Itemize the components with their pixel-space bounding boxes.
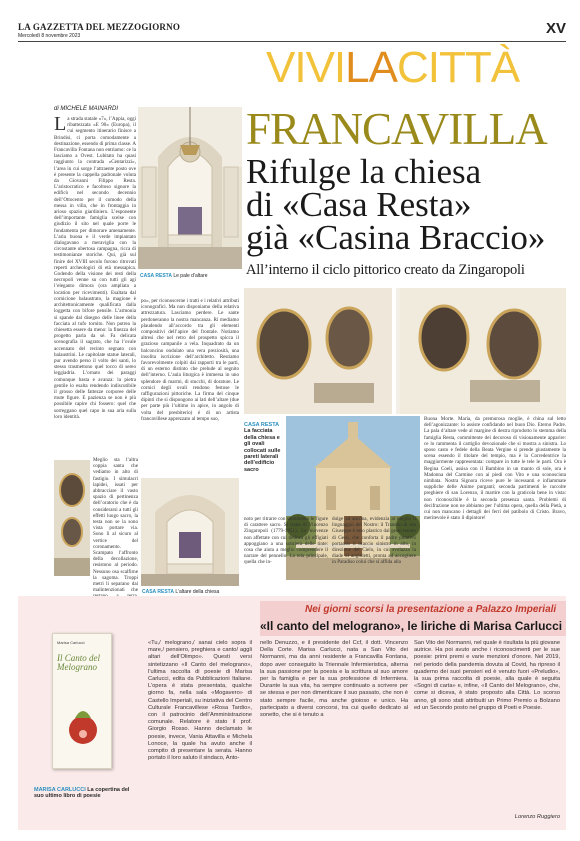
photo-interior	[141, 478, 239, 586]
book-author: Marisa Carlucci	[57, 640, 85, 645]
section-title-part-2: LA	[345, 43, 397, 92]
sidebar-column-3: San Vito dei Normanni, nel quale è risultata la più giovane autrice. Ha poi avuto anche i riconoscimenti per le sue poesie: primi premi e varie menzioni d’onore. Nel 2019, nel periodo della pandemia dovuta al Covid, ha ripreso il quaderno dei suoi pensieri ed è venuto fuori «Preludio», la sua prima raccolta di poesie, alla quale è seguita «Sogni di carta» e, infine, «Il Canto del Melograno», che, come si diceva, è stato proposto alla Città. Lo scorso anno, gli sono stati attribuiti un Primo Premio a Bolzano ed un Secondo posto nel gruppo di Poeti e Poesie.	[414, 640, 560, 711]
book-caption-text: La copertina del suo ultimo libro di poesie	[34, 787, 130, 800]
sidebar-signoff: Lorenzo Ruggiero	[514, 814, 560, 820]
article-subhead: All’interno il ciclo pittorico creato da Zingaropoli	[246, 262, 525, 278]
article-kicker: FRANCAVILLA	[246, 104, 547, 154]
caption-interior	[142, 589, 219, 595]
article-column-1b: Meglio sta l’altra coppia santa che vediamo in alto di fastigio. I simulacri lapidei, issati per abbracciare il vasto spazio di pertinenza dell’oratorio che è da considerarsi a tutti gli effetti luogo sacro, la testa non se la sono vista portare via. Sono lì al sicuro al vertice del coronamento. Scampato l’affronto della decollazione, resistono al periodo. Nessuno osa scalfirne la sagoma. Troppi metri li separano dai malintenzionati che	[93, 457, 138, 594]
section-title-part-3: CITTÀ	[396, 43, 520, 92]
article-column-2: po», per riconoscerne i tratti e i relativi attributi iconografici. Ma non disponiamo della relativa attrezzatura. Lasciamo perdere. Le sante perdoneranno la nostra mancanza. Ri mediamo plaudendo all’accordo tra gli elementi compositivi dell’apice del frontale. Notiamo altresì che nel retro del prospetto spicca il grazioso campanile a vela. Inquadrato da un balconcino ondulato una vera preziosità, una insolita iscrizione dell’architetto. Restiamo favorevolmente colpiti dai rapporti tra le parti, di un esterno distinto che prelude al segnito dell’interno. L’aula liturgica è immersa in uno splendore di marmi, di stucchi, di dorature. Le cornici degli ovali rendono festose le raffigurazioni pittoriche. La firma del cinque dipinti che si dispongono ai lati dell’altare (due per parte più l’ultimo in apice, in angolo di volta del presbiterio) è di un artista francavillese apprezzato al tempo suo,	[141, 298, 239, 422]
headline-line-3: già «Casina Braccio»	[246, 218, 546, 257]
masthead-date: Mercoledì 8 novembre 2023	[18, 33, 81, 39]
book-caption	[34, 787, 134, 800]
book-title: Il Canto del Melograno	[57, 653, 100, 672]
article-column-3-text: noto per ritrarre con sentimento le figure di carattere sacro. Si tratta di Vincenzo Zingaropoli (1779-1851). Le movenze non affettate con cui delinea gli effigiati appoggiano a una sobrietà delle tinte: cosa che aiuta a meglio comprendere il narrare del pennello. La tela principale, quella che in-	[244, 516, 328, 566]
caption-facade	[244, 422, 284, 473]
sidebar-column-2: nello Denuzzo, e il presidente del Ccf, il dott. Vincenzo Della Corte. Marisa Carlucci, nata a San Vito dei Normanni, ma da anni residente a Francavilla Fontana, dopo aver conseguito la Triennale Infermieristica, alterna la sua passione per la poesia e la scrittura al suo amore per la famiglia e per la sua professione di Infermiera. Durante la sua vita, ha sempre continuato a scrivere per se stessa e per non dimenticare il suo passato, che non è stato sempre facile, ma anche gioioso e unico. Ha partecipato a diversi concorsi, tra cui quello dedicato al sonetto, che si è tenuto a	[260, 640, 408, 719]
article-author: di MICHELE MAINARDI	[54, 106, 119, 112]
caption-altar-label: CASA RESTA	[140, 273, 172, 279]
section-title-part-1: VIVI	[266, 43, 346, 92]
caption-altar-text: Le pale d’altare	[173, 273, 208, 279]
article-headline	[246, 152, 546, 257]
sidebar-headline: «Il canto del melograno», le liriche di Marisa Carlucci	[260, 619, 563, 633]
interior-image	[141, 478, 239, 586]
headline-line-2: di «Casa Resta»	[246, 185, 472, 224]
article-column-5: Buona Morte. Maria, da premurosa moglie, è china sul letto dell’agonizzante: lo assiste confidando nel buon Dio. Eterno Padre. La pala d’altare vede al margine di destra riprodotto lo stemma della famiglia Resta, committente dei decoroso di visionamente apparire: ce lo rammenta il cartiglio devozionale che si mostra a sinistra. Lo sposo casto e fedele della Beata Vergine si prende giustamente la scena essendo il titolare del tempio, ma è la Corredentrice la maggiormente rappresentata: compare in tutte le tele le parti. Ora è Regina Coeli, assisa con il Bambino in un manto di sole, ora è Madonna del Carmine con ai piedi con Vito e una sconosciuta nimbata. Nostra Signora riceve pure le incessanti e infiammate suppliche delle Anime purganti; seconda partimenti le raccolte preghiere di san Lorenzo, il martire con la graticola bene in vista: non riconoscibile è la seconda presenza santa. Problemi di decifrazione non ne abbiamo per l’ultima opera, quella della Pietà, a cui non mancano i dettagli dei ferri del patibolo di Cristo. Bravo, meritevole è stato il dipintore!	[424, 416, 566, 522]
nave-image	[54, 460, 90, 576]
article-column-1-text: a strada statale «7», l’Appia, oggi ribattezzata «E 90» (Europa), il cui segmento itinerario finisce a Brindisi, ci porta comodamente a destinazione, essendo di prima classe. A Francavilla Fontana non entriamo: ce la lasciamo a Ovest. Lubitato ha quasi raggiunto la contrada «Centarizzi», l’area in cui sorge l’attraente posto ove è presente la cappella padronale voluta da Giovanni Filippo Resta. L’aristocratico e facoltoso signore la edificò nel secondo decennio dell’Ottocento per il comodo della messa in villa, che in frontaggia in arioso spazio giardiniero. L’esponente dell’importante famiglia scelse con giudizio il sito nel quale porre le fondamenta per dimorare amenamente. L’aria buona e il verde impiantato dialogavano a meraviglia con la circostante ubertosa campagna, ricca di testimonianze storiche. Qui, già sul finire del XVIII secolo furono ritrovati reperti archeologici di età messapica. Godendo della visione dei resti della necropoli venne su con tutti gli agi l’eleganto dimora (ora ampliata a location per ricevimenti). Esaltata dal cornicione balaustrato, la magione è architettonicamente qualificata dalla loggetta con bifore pensile. L’armonia si spande dal disegno delle linee della facciata al tufo tornito. Non potrea la chiesetta essere da meno: la finezza del progetto parla da sé. Fa delicata scenografia il sagrato, che ha l’ovale accennato del recinto segnato con balaustrini. Le capitolate statue laterali, pur avendo perso il volto dei santi, lo stesso trasmettono quel tocco di sereo leggiadria. L’ornato dei paraggi comunque basta e avanza: la pietra gentile lo esalta rendendo indiscutibile il grosso delle fattezze corporee delle mute figure. E pazienza se non è più possibile capire chi fossero: quel che sorreggano quel capo in sua aria sulla loro identità.	[54, 116, 136, 420]
photo-paintings	[244, 288, 566, 414]
section-title	[266, 42, 519, 94]
book-cover	[52, 633, 112, 769]
caption-facade-text: La facciata della chiesa e gli ovali collocati sulle pareti laterali dell’edificio sacro	[244, 428, 281, 473]
book-caption-label: MARISA CARLUCCI	[34, 787, 86, 793]
photo-nave	[54, 460, 90, 576]
sidebar-column-1: «Tu,/ melograno,/ sanai cielo sopra il mare,/ pensiero, preghiera e canto/ aggli altari dell’Olimpo». Questi versi sintetizzano «Il Canto del melograno», l’ultima raccolta di poesie di Marisa Carlucci, edita da Pubblicazioni Italiane. L’opera è stata presentata, qualche giorno fa, nella sala «Mogavero» di Castello Imperiali, su iniziativa del Centro Culturale Francavillese «Rosa Tardio», con il patrocinio dell’Amministrazione comunale. Relatore è stato il prof. Giorgio Rosso. Hanno declamato le poesie, invece, Vania Attavilla e Michela Lonoce, la quale ha avuto anche il compito di presentare la serata. Hanno portato il loro saluto il sindaco, Anto-	[148, 640, 252, 762]
article-column-4: dulge ad ancona, evidenzia al meglio il linguaggio del Nostro: il Transito di san Giuseppe è reso plastico dal gesto tenuto di Gesù, che conforta il padre putativo portando il braccio sinistro in alto, in direzione del Cielo, in cui svolazza la diade di angioletti, pronta ad accogliere in Paradiso colui che si affida alla	[332, 516, 416, 566]
page-number: XV	[545, 20, 566, 37]
altar-image	[138, 107, 242, 269]
caption-interior-text: L’altare della chiesa	[175, 589, 220, 595]
caption-interior-label: CASA RESTA	[142, 589, 174, 595]
masthead-name: LA GAZZETTA DEL MEZZOGIORNO	[18, 22, 181, 32]
paintings-image	[244, 288, 566, 414]
drop-cap: L	[54, 113, 67, 135]
caption-altar	[140, 273, 208, 279]
photo-altar	[138, 107, 242, 269]
caption-facade-label: CASA RESTA	[244, 422, 279, 428]
sidebar-kicker: Nei giorni scorsi la presentazione a Palazzo Imperiali	[305, 604, 557, 615]
headline-line-1: Rifulge la chiesa	[246, 152, 482, 191]
